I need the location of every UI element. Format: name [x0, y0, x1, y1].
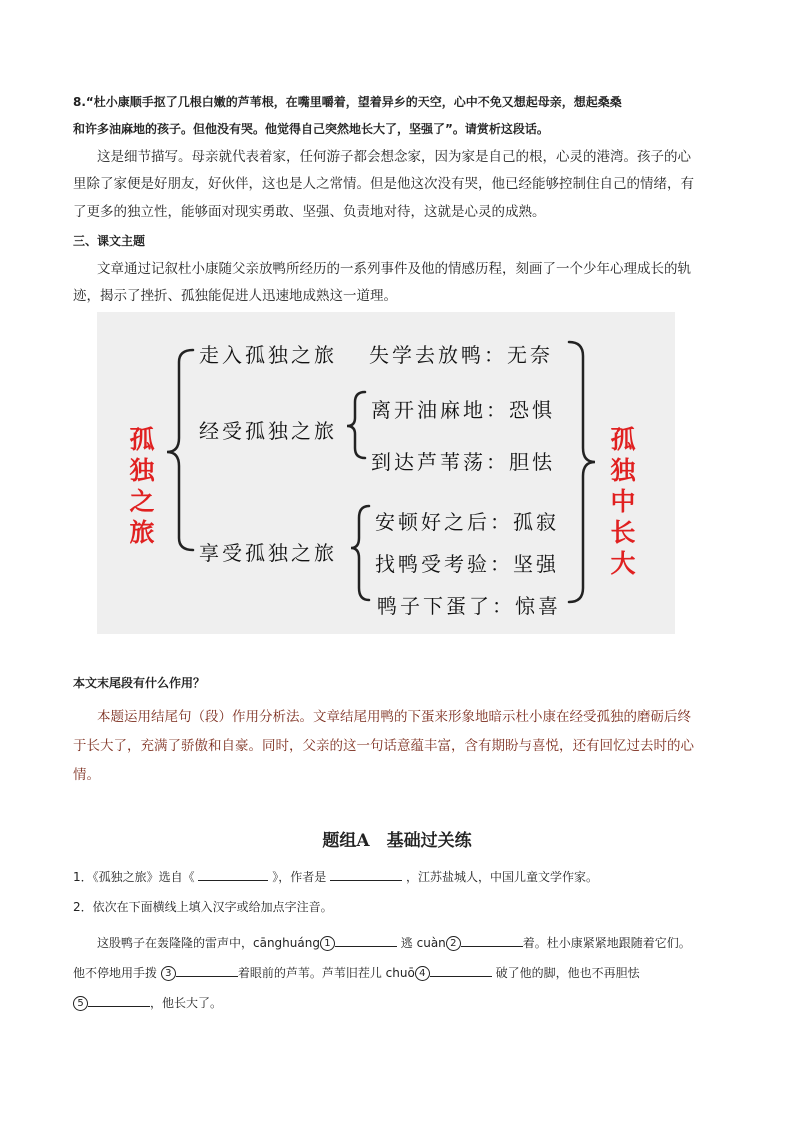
q8-answer-line2: 里除了家便是好朋友，好伙伴，这也是人之常情。但是他这次没有哭，他已经能够控制住自己的情绪，有	[73, 176, 694, 192]
blank-2[interactable]	[461, 932, 523, 947]
passage-part-b: 逃 cuàn	[400, 936, 446, 950]
q8-title-line2: 和许多油麻地的孩子。但他没有哭。他觉得自己突然地长大了，坚强了”。请赏析这段话。	[73, 122, 549, 136]
left-big-brace	[167, 350, 193, 550]
exercise-passage-line2	[73, 962, 640, 983]
theme-line2: 迹，揭示了挫折、孤独能促进人迅速地成熟这一道理。	[73, 288, 397, 304]
passage-part-d: 他不停地用手拨	[73, 966, 158, 980]
blank-1[interactable]	[335, 932, 397, 947]
stage3-brace	[351, 506, 369, 600]
ending-answer-line1: 本题运用结尾句（段）作用分析法。文章结尾用鸭的下蛋来形象地暗示杜小康在经受孤独的磨砺后终	[97, 709, 691, 725]
passage-part-g: ，他长大了。	[150, 996, 223, 1010]
q8-answer-line3: 了更多的独立性，能够面对现实勇敢、坚强、负责地对待，这就是心灵的成熟。	[73, 204, 546, 220]
ending-answer-line3: 情。	[73, 767, 100, 783]
q1-part-b: 》，作者是	[272, 870, 327, 884]
q8-answer-line1: 这是细节描写。母亲就代表着家，任何游子都会想念家，因为家是自己的根，心灵的港湾。孩子的心	[97, 149, 691, 165]
exercise-q2: 2．依次在下面横线上填入汉字或给加点字注音。	[73, 900, 333, 914]
item-leave-village: 离开油麻地：恐惧	[371, 398, 555, 422]
exercise-passage-line3	[73, 992, 222, 1013]
stage-enter: 走入孤独之旅	[199, 343, 337, 367]
passage-part-f: 破了他的脚，他也不再胆怯	[495, 966, 640, 980]
q1-part-c: ，江苏盐城人，中国儿童文学作家。	[405, 870, 598, 884]
q1-blank-author[interactable]	[330, 866, 402, 881]
exercise-q1	[73, 866, 598, 887]
item-reach-reeds: 到达芦苇荡：胆怯	[371, 450, 555, 474]
left-vertical-title: 孤独之旅	[129, 425, 155, 547]
marker-4: 4	[415, 966, 430, 981]
q8-title-line1: 8.“杜小康顺手抠了几根白嫩的芦苇根，在嘴里嚼着，望着异乡的天空，心中不免又想起母亲，想起桑桑	[73, 95, 622, 109]
item-drop-out: 失学去放鸭：无奈	[369, 343, 553, 367]
stage-enjoy: 享受孤独之旅	[199, 541, 337, 565]
theme-diagram	[97, 312, 675, 634]
right-vertical-title: 孤独中长大	[610, 425, 636, 578]
passage-part-a: 这股鸭子在轰隆隆的雷声中，cānghuáng	[97, 936, 320, 950]
theme-line1: 文章通过记叙杜小康随父亲放鸭所经历的一系列事件及他的情感历程，刻画了一个少年心理成长的轨	[97, 261, 691, 277]
right-big-brace	[569, 342, 595, 602]
exercise-passage-line1	[97, 932, 691, 953]
section-title: 题组A 基础过关练	[322, 831, 472, 851]
ending-answer-line2: 于长大了，充满了骄傲和自豪。同时，父亲的这一句话意蕴丰富，含有期盼与喜悦，还有回忆过去时的心	[73, 738, 694, 754]
item-eggs: 鸭子下蛋了：惊喜	[377, 594, 561, 618]
stage-endure: 经受孤独之旅	[199, 419, 337, 443]
item-settled: 安顿好之后：孤寂	[375, 510, 559, 534]
passage-part-c: 着。杜小康紧紧地跟随着它们。	[522, 936, 691, 950]
q1-blank-source[interactable]	[198, 866, 268, 881]
ending-question: 本文末尾段有什么作用？	[73, 676, 206, 690]
passage-part-e: 着眼前的芦苇。芦苇旧茬儿 chuō	[237, 966, 415, 980]
q1-part-a: 1．《孤独之旅》选自《	[73, 870, 195, 884]
item-find-ducks: 找鸭受考验：坚强	[375, 552, 559, 576]
theme-heading: 三、课文主题	[73, 234, 146, 248]
marker-5: 5	[73, 996, 88, 1011]
marker-2: 2	[446, 936, 461, 951]
marker-1: 1	[320, 936, 335, 951]
blank-5[interactable]	[88, 992, 150, 1007]
marker-3: 3	[161, 966, 176, 981]
blank-3[interactable]	[176, 962, 238, 977]
stage2-brace	[347, 392, 365, 458]
blank-4[interactable]	[430, 962, 492, 977]
